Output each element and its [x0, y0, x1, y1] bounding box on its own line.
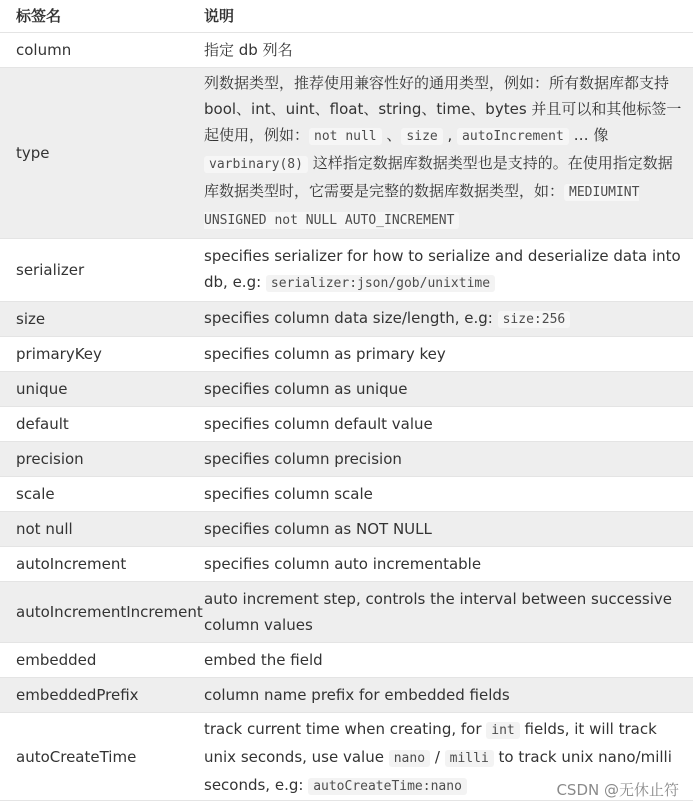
inline-code: size — [401, 128, 442, 145]
table-row — [0, 678, 693, 713]
header-row — [0, 0, 693, 33]
table-row — [0, 442, 693, 477]
table-row — [0, 33, 693, 68]
description-text: 列数据类型，推荐使用兼容性好的通用类型，例如：所有数据库都支持 bool、int、uint、float、string、time、bytes 并且可以和其他标签一起使用，例如： — [204, 74, 682, 144]
description-text: track current time when creating, for — [204, 720, 487, 738]
tag-name-cell: autoIncrement — [0, 547, 204, 582]
table-row — [0, 512, 693, 547]
tag-name-cell: size — [0, 302, 204, 337]
description-cell — [204, 372, 693, 407]
tag-name-cell: not null — [0, 512, 204, 547]
inline-code: autoCreateTime:nano — [308, 778, 467, 795]
description-text: column name prefix for embedded fields — [204, 686, 510, 704]
header-tag-name: 标签名 — [0, 0, 204, 33]
inline-code: autoIncrement — [457, 128, 569, 145]
description-text: auto increment step, controls the interval between successive column values — [204, 590, 672, 634]
tag-name-cell: type — [0, 68, 204, 239]
description-text: specifies column scale — [204, 485, 373, 503]
description-text: … 像 — [568, 126, 609, 144]
table-row — [0, 643, 693, 678]
tag-name-cell: embedded — [0, 643, 204, 678]
description-cell — [204, 678, 693, 713]
inline-code: milli — [445, 750, 494, 767]
tag-name-cell: precision — [0, 442, 204, 477]
tag-name-cell: default — [0, 407, 204, 442]
description-cell — [204, 512, 693, 547]
table-row — [0, 582, 693, 643]
tag-name-cell: serializer — [0, 239, 204, 302]
inline-code: not null — [309, 128, 382, 145]
table-row — [0, 407, 693, 442]
description-text: specifies column as primary key — [204, 345, 446, 363]
description-cell — [204, 643, 693, 678]
inline-code: nano — [389, 750, 430, 767]
inline-code: int — [486, 722, 519, 739]
description-cell — [204, 407, 693, 442]
description-cell — [204, 477, 693, 512]
inline-code: serializer:json/gob/unixtime — [266, 275, 495, 292]
description-cell — [204, 68, 693, 239]
description-text: embed the field — [204, 651, 323, 669]
tag-name-cell: scale — [0, 477, 204, 512]
description-text: specifies column default value — [204, 415, 433, 433]
description-text: specifies serializer for how to serialize and deserialize data into db, e.g: — [204, 247, 681, 291]
inline-code: MEDIUMINT UNSIGNED not NULL AUTO_INCREMENT — [204, 185, 640, 228]
description-text: 这样指定数据库数据类型也是支持的。在使用指定数据库数据类型时，它需要是完整的数据库数据类型，如： — [204, 154, 673, 200]
table-row — [0, 302, 693, 337]
csdn-watermark: CSDN @无休止符 — [556, 781, 679, 799]
description-text: 、 — [381, 126, 402, 144]
description-cell — [204, 302, 693, 337]
table-row — [0, 547, 693, 582]
tag-name-cell: autoIncrementIncrement — [0, 582, 204, 643]
description-cell — [204, 582, 693, 643]
description-text: specifies column data size/length, e.g: — [204, 309, 498, 327]
inline-code: varbinary(8) — [204, 156, 308, 173]
description-text: fields, it will track unix seconds, use value — [204, 720, 657, 766]
description-cell — [204, 239, 693, 302]
description-text: specifies column as unique — [204, 380, 408, 398]
table-row — [0, 477, 693, 512]
tag-name-cell: autoCreateTime — [0, 713, 204, 801]
description-text: specifies column precision — [204, 450, 402, 468]
tag-name-cell: unique — [0, 372, 204, 407]
table-row — [0, 372, 693, 407]
description-cell — [204, 337, 693, 372]
description-cell — [204, 442, 693, 477]
header-description: 说明 — [204, 0, 693, 33]
tag-name-cell: embeddedPrefix — [0, 678, 204, 713]
table-row — [0, 337, 693, 372]
description-text: to track unix nano/milli seconds, e.g: — [204, 748, 672, 794]
description-cell — [204, 33, 693, 68]
description-text: specifies column as NOT NULL — [204, 520, 432, 538]
table-row — [0, 68, 693, 239]
tag-name-cell: primaryKey — [0, 337, 204, 372]
tag-name-cell: column — [0, 33, 204, 68]
description-text: 指定 db 列名 — [204, 41, 293, 59]
table-row — [0, 239, 693, 302]
description-text: specifies column auto incrementable — [204, 555, 482, 573]
description-cell — [204, 547, 693, 582]
description-text: / — [430, 748, 445, 766]
inline-code: size:256 — [498, 311, 571, 328]
description-text: , — [442, 126, 458, 144]
